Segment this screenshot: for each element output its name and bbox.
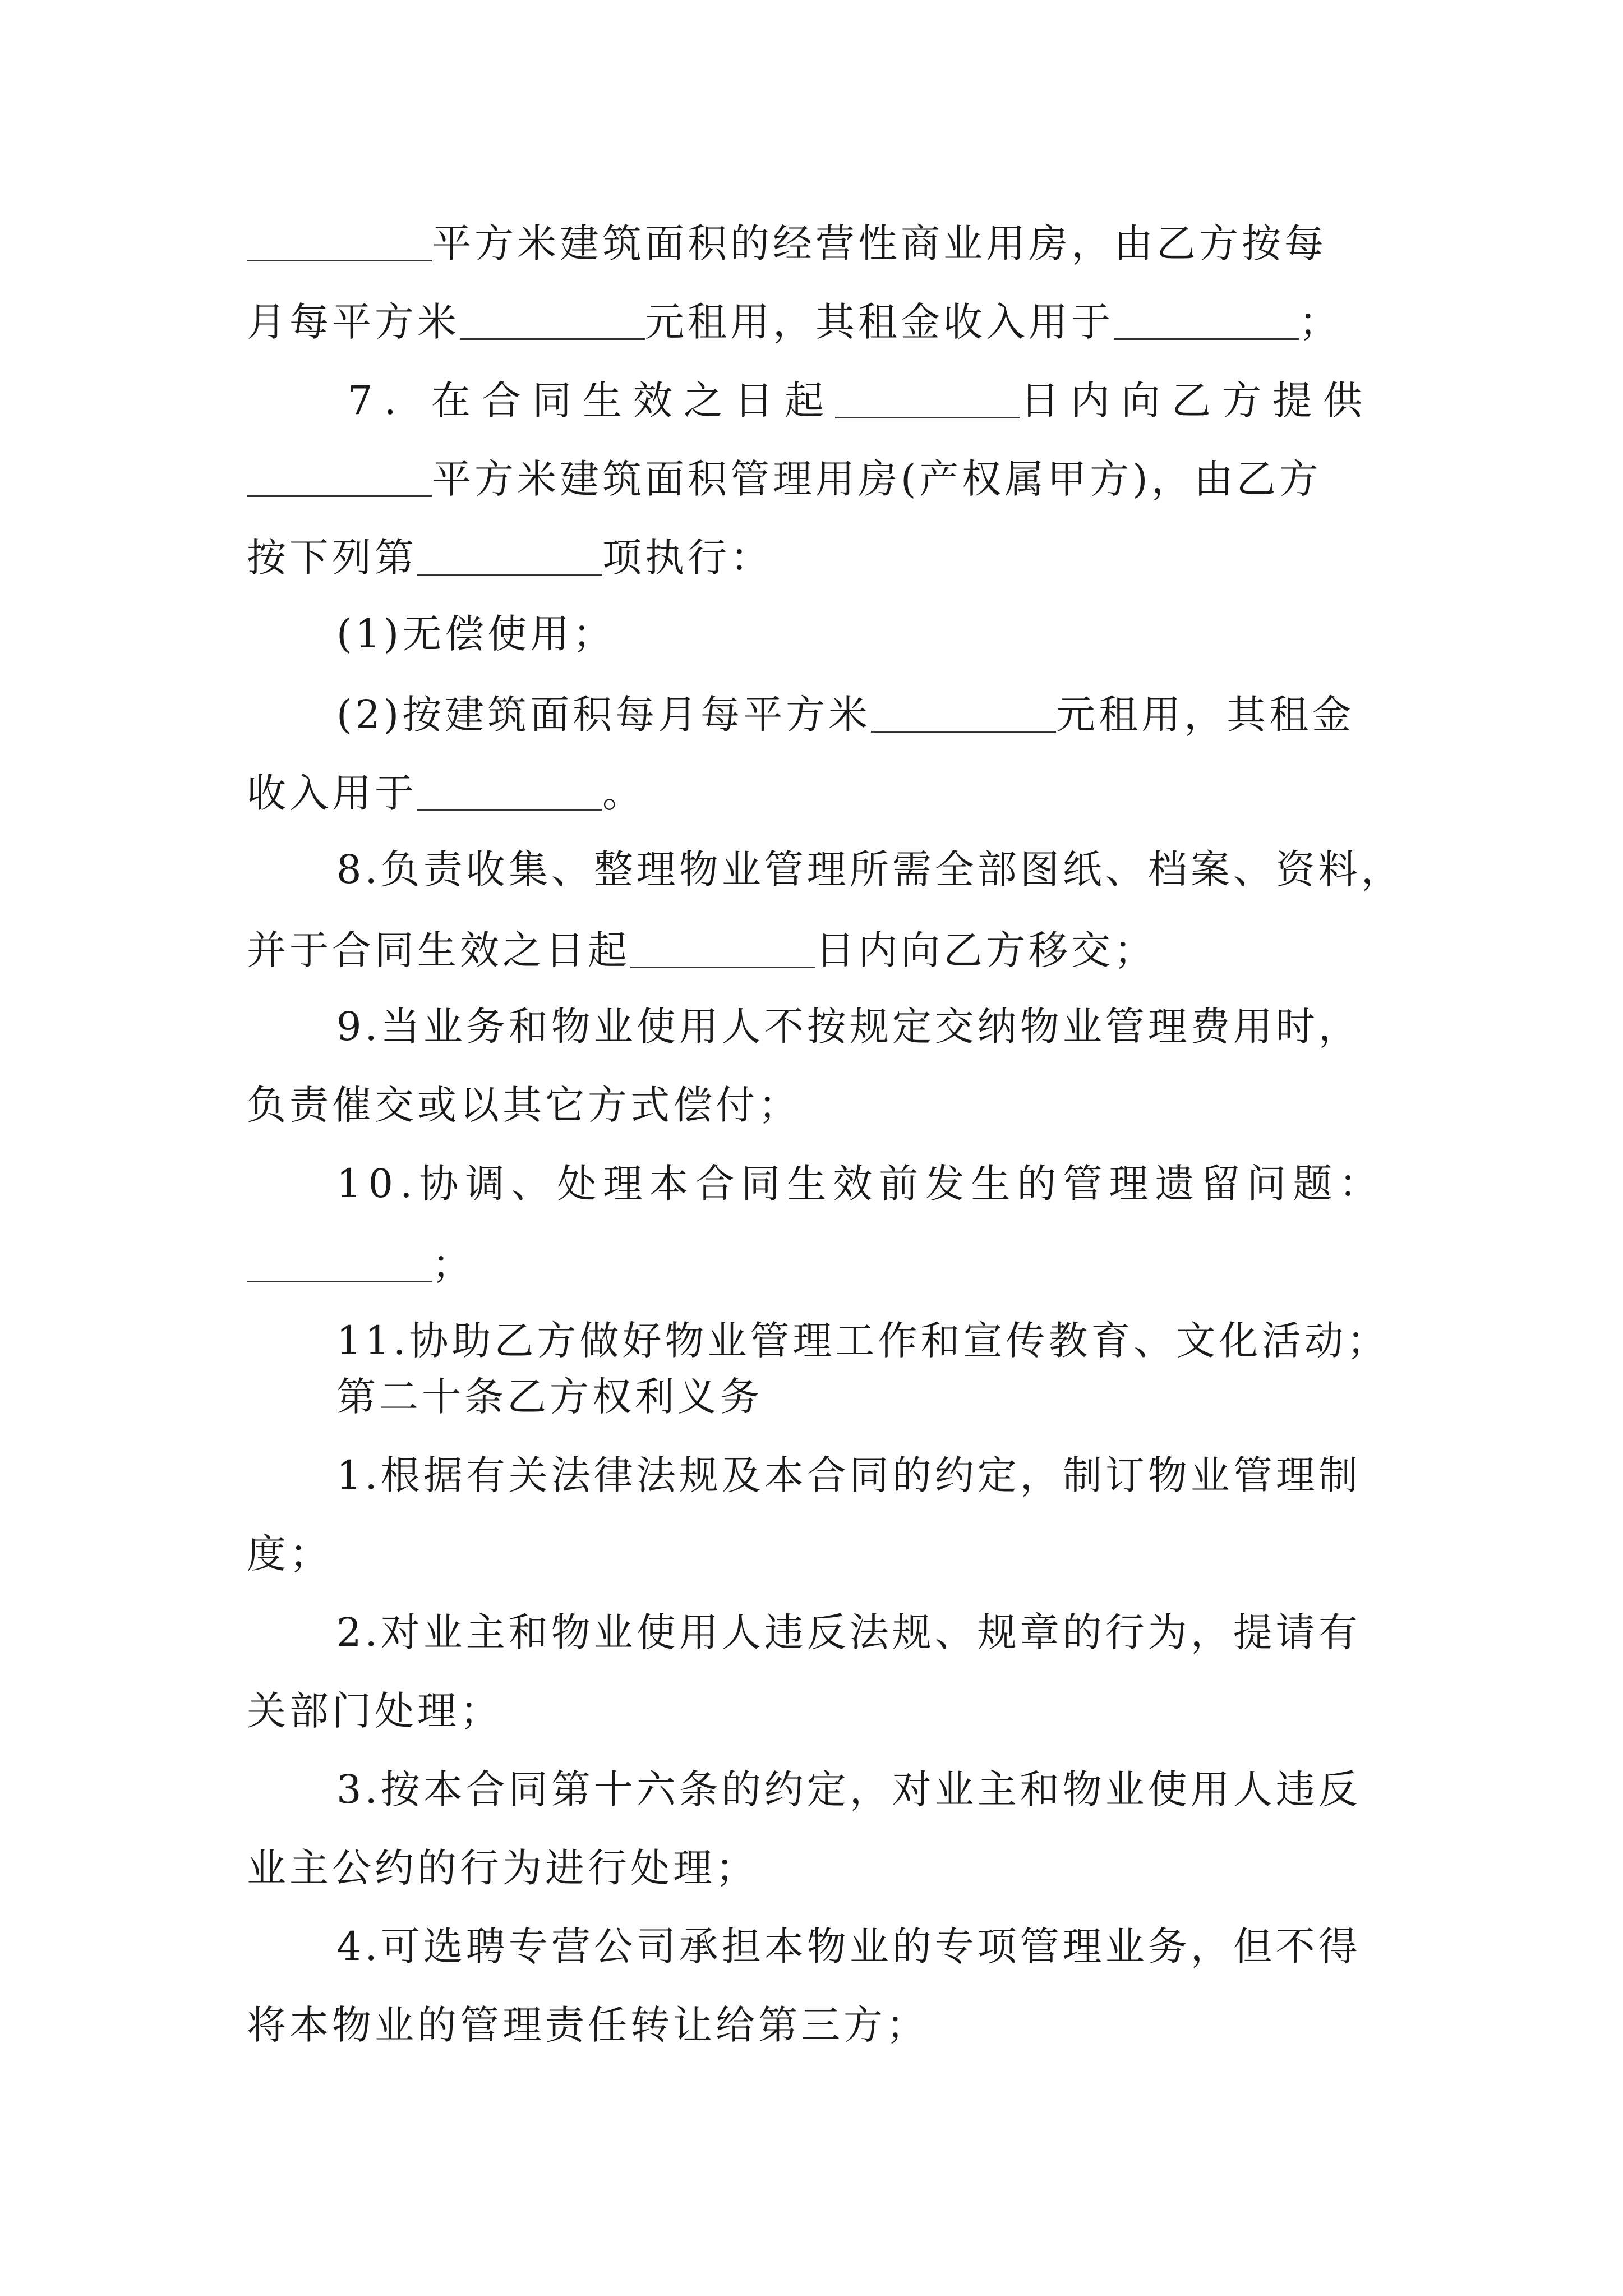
fill-blank xyxy=(247,456,432,497)
fill-blank xyxy=(417,770,602,811)
text-line: 平方米建筑面积的经营性商业用房，由乙方按每 xyxy=(247,216,1327,269)
fill-blank xyxy=(835,378,1020,418)
text-line: 11.协助乙方做好物业管理工作和宣传教育、文化活动； xyxy=(336,1318,1390,1364)
text-line: 关部门处理； xyxy=(247,1688,502,1734)
fill-blank xyxy=(417,535,602,576)
text-line: 4.可选聘专营公司承担本物业的专项管理业务，但不得 xyxy=(336,1924,1361,1970)
text-line: 度； xyxy=(247,1531,332,1577)
text-line: 负责催交或以其它方式偿付； xyxy=(247,1082,801,1128)
text-line: 2.对业主和物业使用人违反法规、规章的行为，提请有 xyxy=(336,1609,1361,1655)
text-line: 7. 在合同生效之日起 日内向乙方提供 xyxy=(348,378,1374,424)
text-line: 业主公约的行为进行处理； xyxy=(247,1845,758,1891)
text-line: 1.根据有关法律法规及本合同的约定，制订物业管理制 xyxy=(336,1452,1361,1498)
text-line: 3.按本合同第十六条的约定，对业主和物业使用人违反 xyxy=(336,1766,1361,1812)
fill-blank xyxy=(247,1241,432,1282)
text-line: 收入用于 。 xyxy=(247,770,645,816)
text-line: 将本物业的管理责任转让给第三方； xyxy=(247,2002,929,2048)
text-line: 按下列第 项执行： xyxy=(247,535,773,581)
fill-blank xyxy=(630,927,815,968)
text-line: 8.负责收集、整理物业管理所需全部图纸、档案、资料， xyxy=(336,846,1404,892)
text-line: 平方米建筑面积管理用房(产权属甲方)，由乙方 xyxy=(247,452,1322,504)
section-heading: 第二十条乙方权利义务 xyxy=(336,1374,763,1420)
text-line: (2)按建筑面积每月每平方米 元租用，其租金 xyxy=(336,692,1355,738)
text-line: 并于合同生效之日起 日内向乙方移交； xyxy=(247,927,1156,973)
text-line: ； xyxy=(247,1237,474,1290)
fill-blank xyxy=(247,220,432,261)
fill-blank xyxy=(1114,299,1299,340)
text-line: (1)无偿使用； xyxy=(336,611,616,657)
text-line: 月每平方米 元租用，其租金收入用于 ； xyxy=(247,299,1341,345)
text-line: 10.协调、处理本合同生效前发生的管理遗留问题： xyxy=(336,1161,1385,1207)
fill-blank xyxy=(460,299,645,340)
fill-blank xyxy=(871,692,1056,733)
text-line: 9.当业务和物业使用人不按规定交纳物业管理费用时， xyxy=(336,1004,1361,1050)
